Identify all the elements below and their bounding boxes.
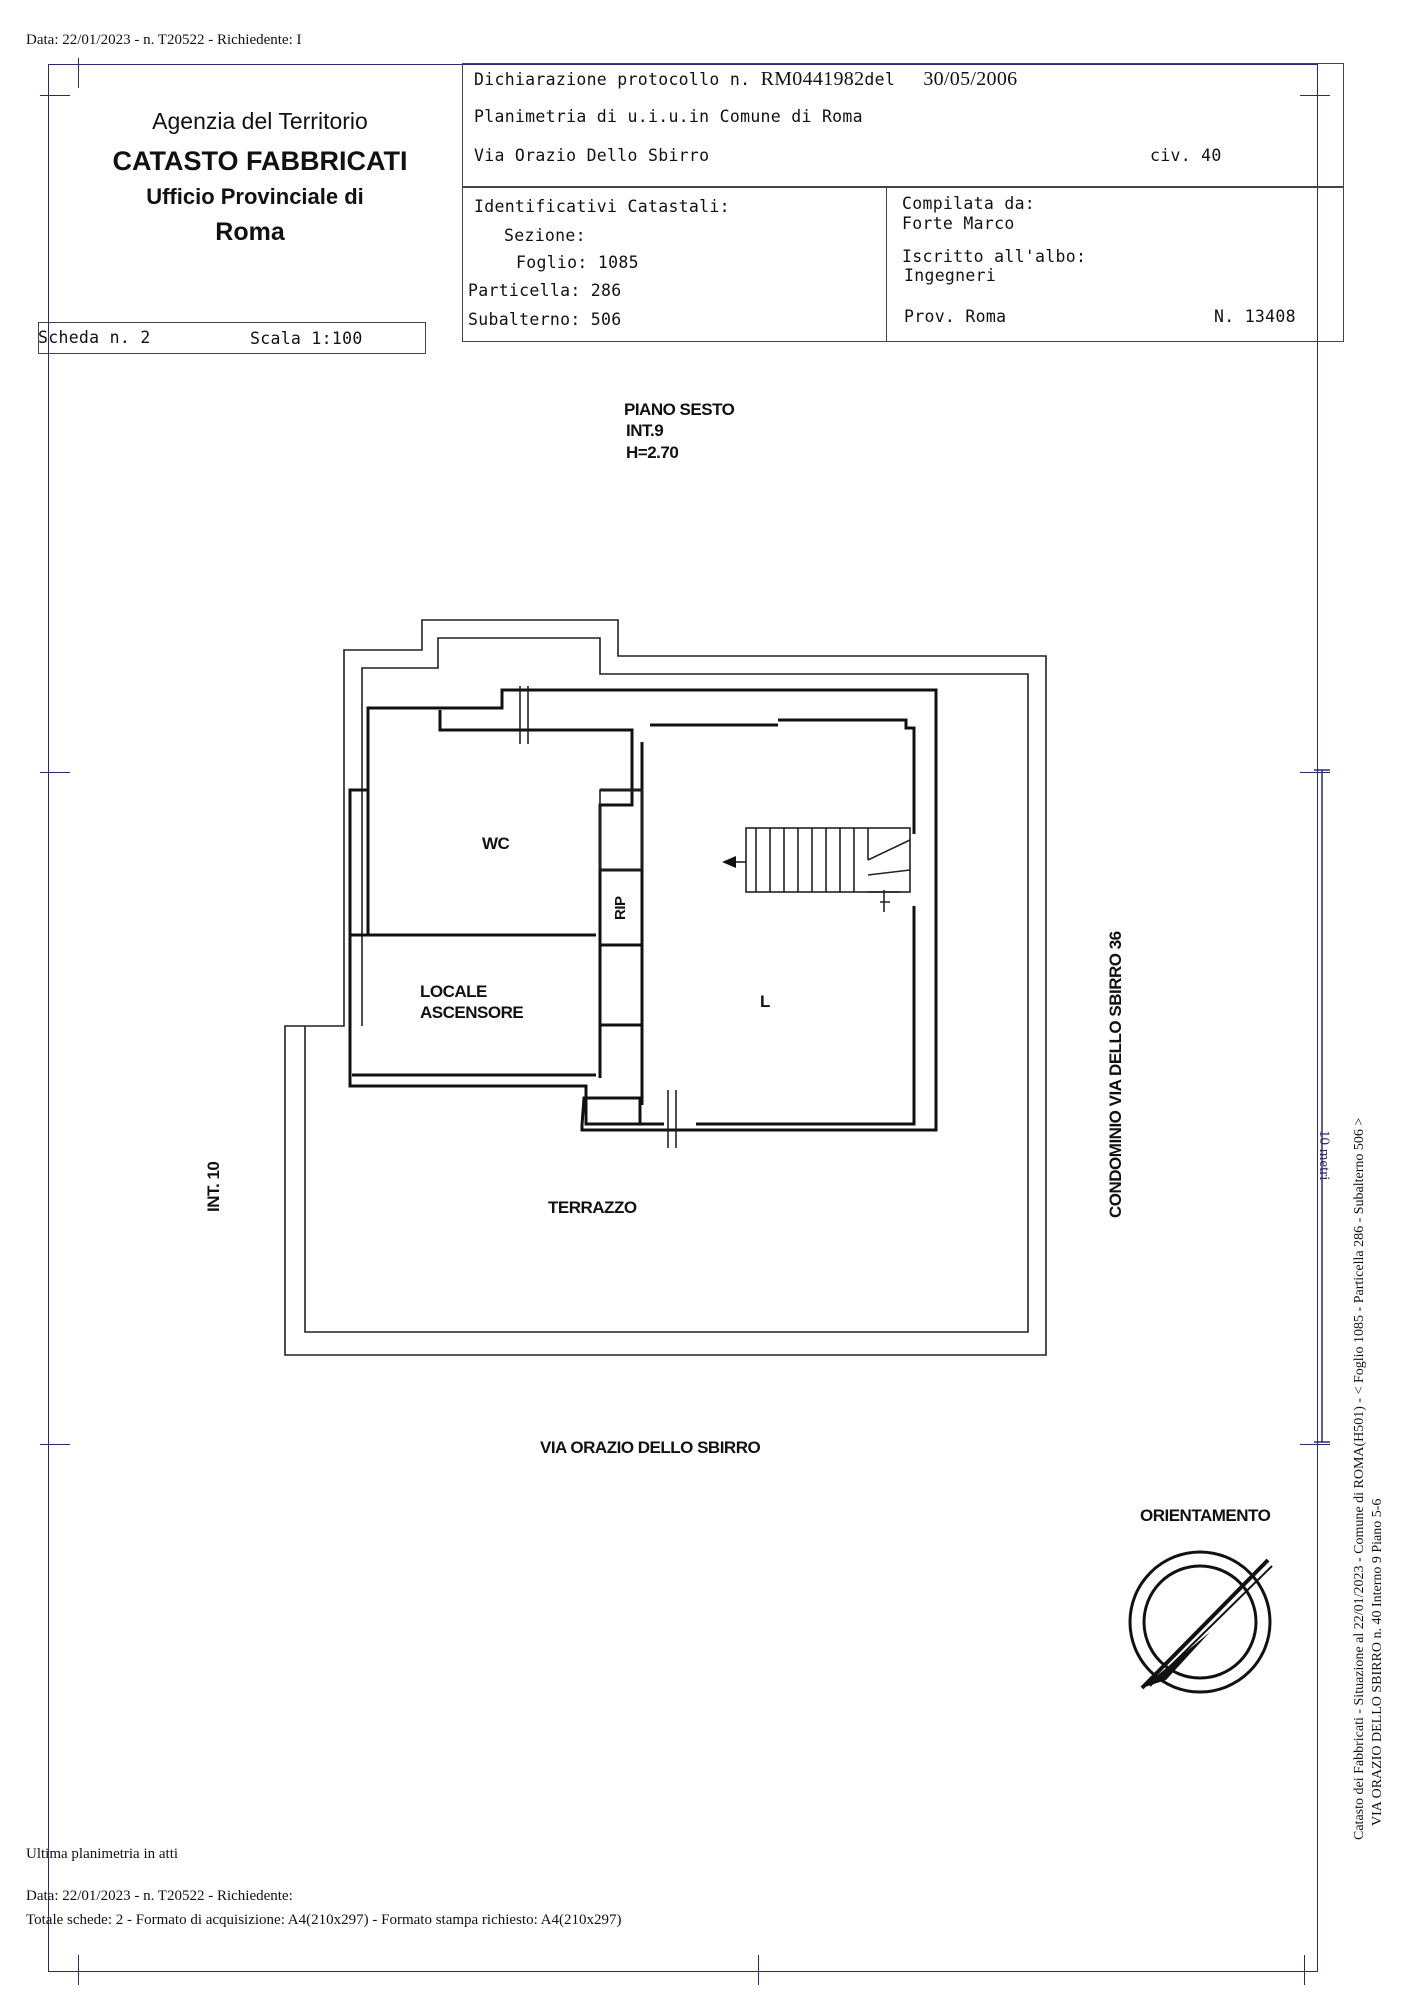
scale-bar-label: 10 metri bbox=[1316, 1130, 1332, 1181]
scheda-scale: Scala 1:100 bbox=[250, 329, 363, 348]
identifiers-title: Identificativi Catastali: bbox=[474, 197, 730, 216]
subalterno: Subalterno: 506 bbox=[468, 310, 622, 329]
declaration-date: 30/05/2006 bbox=[923, 68, 1018, 90]
street-line: Via Orazio Dello Sbirro bbox=[474, 146, 710, 165]
side-note-line2: VIA ORAZIO DELLO SBIRRO n. 40 Interno 9 Piano 5-6 bbox=[1370, 1498, 1385, 1826]
apartment-walls bbox=[350, 690, 936, 1130]
protocol-number: RM0441982 bbox=[760, 68, 865, 90]
interior-label: INT.9 bbox=[626, 421, 664, 440]
footer-totals: Totale schede: 2 - Formato di acquisizione: A4(210x297) - Formato stampa richiesto: A4(210x297) bbox=[26, 1912, 622, 1928]
albo-value: Ingegneri bbox=[904, 266, 997, 285]
room-ascensore: ASCENSORE bbox=[420, 1003, 524, 1022]
civic-number: civ. 40 bbox=[1150, 146, 1222, 165]
side-note-line1: Catasto dei Fabbricati - Situazione al 22/01/2023 - Comune di ROMA(H501) - < Foglio 1085 - Particella 286 - Subalterno 506 > bbox=[1352, 1117, 1367, 1840]
height-label: H=2.70 bbox=[626, 443, 679, 462]
orientation-label: ORIENTAMENTO bbox=[1140, 1506, 1271, 1525]
room-living: L bbox=[760, 992, 770, 1011]
albo-label: Iscritto all'albo: bbox=[902, 247, 1087, 266]
street-bottom-label: VIA ORAZIO DELLO SBIRRO bbox=[540, 1438, 761, 1457]
particella: Particella: 286 bbox=[468, 281, 622, 300]
room-terrace: TERRAZZO bbox=[548, 1198, 637, 1217]
room-locale: LOCALE bbox=[420, 982, 487, 1001]
sezione: Sezione: bbox=[504, 226, 586, 245]
agency-line2: CATASTO FABBRICATI bbox=[112, 146, 408, 176]
condominio-label: CONDOMINIO VIA DELLO SBIRRO 36 bbox=[1106, 931, 1125, 1218]
agency-line4: Roma bbox=[215, 218, 285, 246]
compiler-province: Prov. Roma bbox=[904, 307, 1007, 326]
int10-label: INT. 10 bbox=[204, 1161, 223, 1212]
last-plan-note: Ultima planimetria in atti bbox=[26, 1846, 179, 1862]
staircase bbox=[722, 828, 910, 892]
compiler-label: Compilata da: bbox=[902, 194, 1036, 213]
floor-label: PIANO SESTO bbox=[624, 400, 735, 419]
del-label: del bbox=[864, 70, 896, 89]
room-rip: RIP bbox=[612, 896, 629, 920]
planimetry-line: Planimetria di u.i.u.in Comune di Roma bbox=[474, 107, 863, 126]
scheda-number: Scheda n. 2 bbox=[38, 328, 151, 347]
terrace-outline bbox=[285, 620, 1046, 1355]
compass bbox=[1130, 1552, 1272, 1692]
footer-data-line: Data: 22/01/2023 - n. T20522 - Richiedente: bbox=[26, 1888, 293, 1904]
window-symbols bbox=[520, 686, 890, 1148]
agency-line3: Ufficio Provinciale di bbox=[146, 184, 364, 209]
declaration-label: Dichiarazione protocollo n. bbox=[474, 70, 751, 89]
agency-line1: Agenzia del Territorio bbox=[152, 108, 368, 134]
foglio: Foglio: 1085 bbox=[516, 253, 639, 272]
room-wc: WC bbox=[482, 834, 510, 853]
header-line: Data: 22/01/2023 - n. T20522 - Richiedente: I bbox=[26, 32, 302, 48]
compiler-number: N. 13408 bbox=[1214, 307, 1296, 326]
scale-bar bbox=[1314, 770, 1330, 1442]
compiler-name: Forte Marco bbox=[902, 214, 1015, 233]
